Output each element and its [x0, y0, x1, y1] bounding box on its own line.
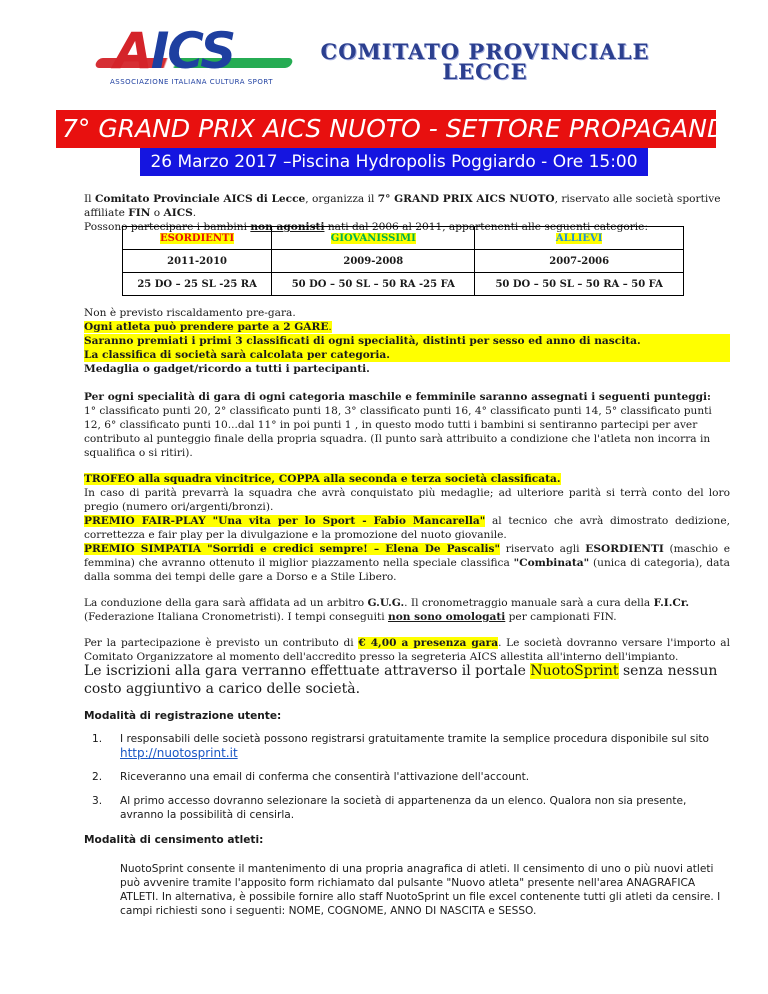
registrazione-title: Modalità di registrazione utente: — [84, 710, 282, 722]
rule-warmup: Non è previsto riscaldamento pre-gara. — [84, 307, 296, 319]
conduct-paragraph: La conduzione della gara sarà affidata ad un arbitro G.U.G.. Il cronometraggio manuale sarà a cura della F.I.Cr. (Federazione Italiana Cronometristi). I tempi conseguiti non sono omologati per campionati FIN. — [84, 597, 690, 623]
points-title: Per ogni specialità di gara di ogni categoria maschile e femminile saranno assegnati i seguenti punteggi: — [84, 391, 711, 403]
event-subtitle: 26 Marzo 2017 –Piscina Hydropolis Poggiardo - Ore 15:00 — [140, 148, 648, 176]
comitato-line2: LECCE — [442, 59, 528, 84]
intro-paragraph: Il Comitato Provinciale AICS di Lecce, organizza il 7° GRAND PRIX AICS NUOTO, riservato alle società sportive affiliate FIN o AICS. Possono partecipare i bambini non agonisti nati dal 2006 al 2011, appartenenti alle seguenti categorie: — [84, 193, 721, 233]
simpatia-label: PREMIO SIMPATIA "Sorridi e credici sempre! – Elena De Pascalis" — [84, 543, 501, 555]
table-header-cell: GIOVANISSIMI — [272, 227, 475, 250]
points-block — [84, 390, 730, 460]
table-cell: 2011-2010 — [123, 250, 272, 273]
list-item: 1. I responsabili delle società possono registrarsi gratuitamente tramite la semplice procedura disponibile sul sito http://nuotosprint.it — [92, 733, 710, 760]
rule-prizes: Saranno premiati i primi 3 classificati di ogni specialità, distinti per sesso ed anno di nascita. — [84, 334, 730, 348]
nuotosprint-link[interactable]: http://nuotosprint.it — [120, 746, 238, 760]
censimento-title: Modalità di censimento atleti: — [84, 834, 264, 846]
fairplay-label: PREMIO FAIR-PLAY "Una vita per lo Sport - Fabio Mancarella" — [84, 515, 486, 527]
table-header-cell: ESORDIENTI — [123, 227, 272, 250]
prizes-block: TROFEO alla squadra vincitrice, COPPA alla seconda e terza società classificata. In caso di parità prevarrà la squadra che avrà conquistato più medaglie; ad ulteriore parità si terrà conto del loro pregio (numero ori/argenti/bronzi). PREMIO FAIR-PLAY "Una vita per lo Sport - Fabio Mancarella" al tecnico che avrà dimostrato dedizione, correttezza e fair play per la divulgazione e la promozione del nuoto giovanile. PREMIO SIMPATIA "Sorridi e credici sempre! – Elena De Pascalis" riservato agli ESORDIENTI (maschio e femmina) che avranno ottenuto il miglior piazzamento nella speciale classifica "Combinata" (unica di categoria), data dalla somma dei tempi delle gare a Dorso e a Stile Libero. — [84, 473, 730, 583]
event-title: 7° GRAND PRIX AICS NUOTO - SETTORE PROPAGANDA — [56, 110, 716, 148]
table-cell: 25 DO – 25 SL -25 RA — [123, 273, 272, 296]
points-text: 1° classificato punti 20, 2° classificato punti 18, 3° classificato punti 16, 4° classificato punti 14, 5° classificato punti 12, 6° classificato punti 10...dal 11° in poi punti 1 , in questo modo tutti i bambini si sentiranno partecipi per aver contributo al punteggio finale della propria squadra. (Il punto sarà attribuito a condizione che l'atleta non incorra in squalifica o si ritiri). — [84, 405, 712, 459]
rule-medals: Medaglia o gadget/ricordo a tutti i partecipanti. — [84, 363, 370, 375]
rules-block — [84, 306, 730, 376]
trofeo-text: TROFEO alla squadra vincitrice, COPPA alla seconda e terza società classificata. — [84, 473, 561, 485]
table-row — [123, 250, 684, 273]
aics-logo — [96, 20, 296, 92]
logo-subtitle: ASSOCIAZIONE ITALIANA CULTURA SPORT — [110, 78, 274, 86]
categories-table — [122, 226, 684, 296]
rule-ranking: La classifica di società sarà calcolata per categoria. — [84, 348, 730, 362]
table-cell: 2009-2008 — [272, 250, 475, 273]
table-row — [123, 273, 684, 296]
table-cell: 2007-2006 — [475, 250, 684, 273]
list-item: 3. Al primo accesso dovranno selezionare la società di appartenenza da un elenco. Qualora non sia presente, avranno la possibilità di censirla. — [92, 795, 687, 821]
logo-text: AICS — [114, 22, 235, 80]
comitato-heading — [305, 39, 665, 84]
table-cell: 50 DO – 50 SL – 50 RA -25 FA — [272, 273, 475, 296]
iscrizioni-paragraph: Le iscrizioni alla gara verranno effettuate attraverso il portale NuotoSprint senza nessun costo aggiuntivo a carico delle società. — [84, 663, 718, 697]
list-item: 2. Riceveranno una email di conferma che consentirà l'attivazione dell'account. — [92, 771, 530, 783]
fee-paragraph: Per la partecipazione è previsto un contributo di € 4,00 a presenza gara. Le società dovranno versare l'importo al Comitato Organizzatore al momento dell'accredito presso la segreteria AICS allestita all'interno dell'impianto. — [84, 637, 730, 663]
nuotosprint-highlight: NuotoSprint — [530, 663, 619, 679]
censimento-text: NuotoSprint consente il mantenimento di una propria anagrafica di atleti. Il censimento di uno o più nuovi atleti può avvenire tramite l'apposito form richiamato dal pulsante "Nuovo atleta" presente nell'area ANAGRAFICA ATLETI. In alternativa, è possibile fornire allo staff NuotoSprint un file excel contenente tutti gli atleti da censire. I campi richiesti sono i seguenti: NOME, COGNOME, ANNO DI NASCITA e SESSO. — [120, 863, 721, 917]
table-cell: 50 DO – 50 SL – 50 RA – 50 FA — [475, 273, 684, 296]
table-header-cell: ALLIEVI — [475, 227, 684, 250]
rule-races: Ogni atleta può prendere parte a 2 GARE. — [84, 321, 332, 333]
parita-text: In caso di parità prevarrà la squadra che avrà conquistato più medaglie; ad ulteriore parità si terrà conto del loro pregio (numero ori/argenti/bronzi). — [84, 487, 730, 513]
table-row — [123, 227, 684, 250]
comitato-line1: COMITATO PROVINCIALE — [320, 39, 650, 64]
